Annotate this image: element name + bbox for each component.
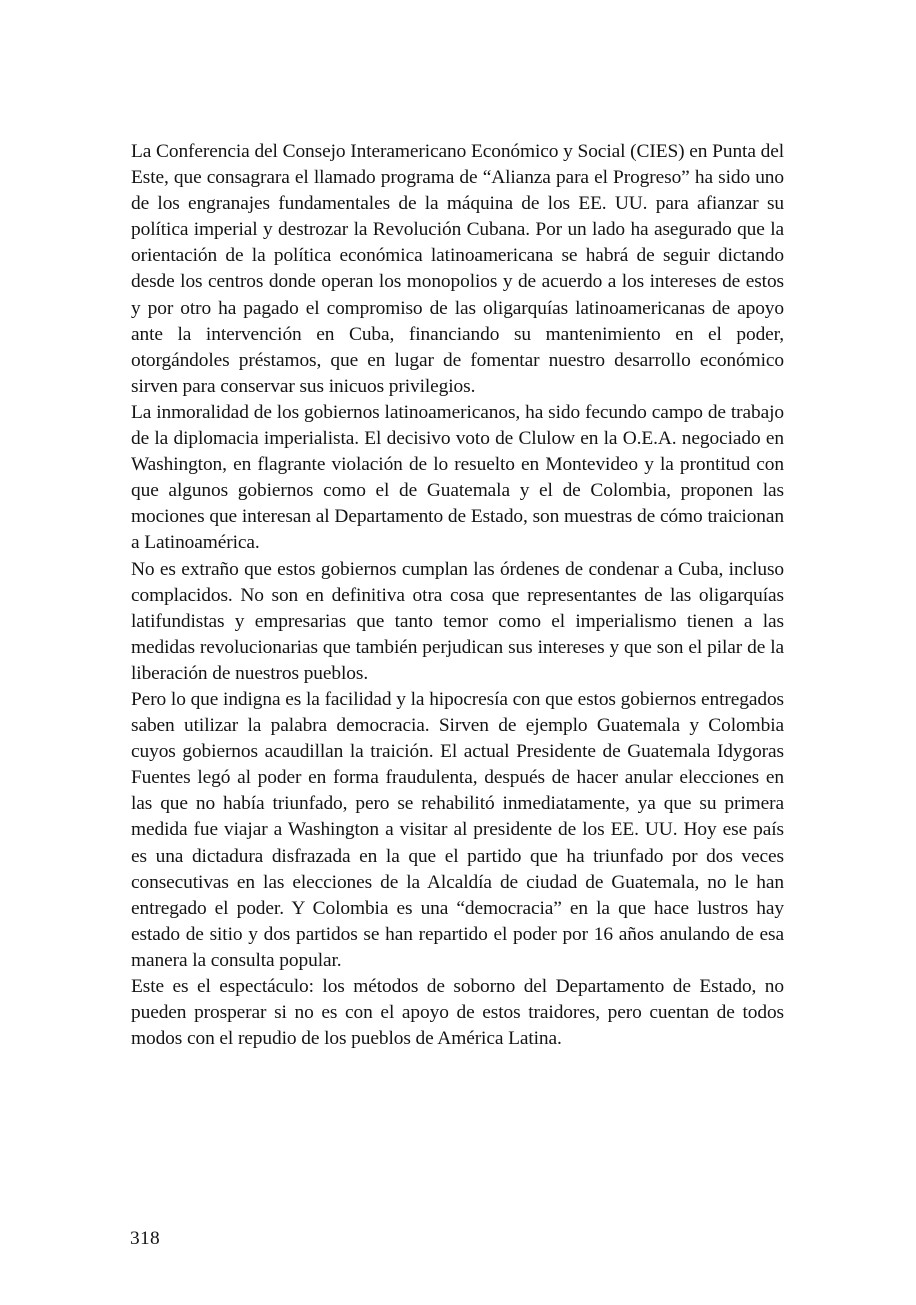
- paragraph-condemn-cuba: No es extraño que estos gobiernos cumplan las órdenes de condenar a Cuba, incluso complacidos. No son en definitiva otra cosa que representantes de las oligarquías latifundistas y empresarias que tanto temor como el imperialismo tienen a las medidas revolucionarias que también perjudican sus intereses y que son el pilar de la liberación de nuestros pueblos.: [131, 558, 784, 684]
- page-number: 318: [130, 1228, 160, 1249]
- paragraph-democracy-hypocrisy: Pero lo que indigna es la facilidad y la hipocresía con que estos gobiernos entregados saben utilizar la palabra democracia. Sirven de ejemplo Guatemala y Colombia cuyos gobiernos acaudillan la traición. El actual Presidente de Guatemala Idygoras Fuentes legó al poder en forma fraudulenta, después de hacer anular elecciones en las que no había triunfado, pero se rehabilitó inmediatamente, ya que su primera medida fue viajar a Washington a visitar al presidente de los EE. UU. Hoy ese país es una dictadura disfrazada en la que el partido que ha triunfado por dos veces consecutivas en las elecciones de la Alcaldía de ciudad de Guatemala, no le han entregado el poder. Y Colombia es una “democracia” en la que hace lustros hay estado de sitio y dos partidos se han repartido el poder por 16 años anulando de esa manera la consulta popular.: [131, 688, 784, 971]
- paragraph-conclusion: Este es el espectáculo: los métodos de soborno del Departamento de Estado, no pueden prosperar si no es con el apoyo de estos traidores, pero cuentan de todos modos con el repudio de los pueblos de América Latina.: [131, 976, 784, 1050]
- paragraph-latin-american-governments: La inmoralidad de los gobiernos latinoamericanos, ha sido fecundo campo de trabajo de la diplomacia imperialista. El decisivo voto de Clulow en la O.E.A. negociado en Washington, en flagrante violación de lo resuelto en Montevideo y la prontitud con que algunos gobiernos como el de Guatemala y el de Colombia, proponen las mociones que interesan al Departamento de Estado, son muestras de cómo traicionan a Latinoamérica.: [131, 401, 784, 554]
- paragraph-cies-conference: La Conferencia del Consejo Interamericano Económico y Social (CIES) en Punta del Este, que consagrara el llamado programa de “Alianza para el Progreso” ha sido uno de los engranajes fundamentales de la máquina de los EE. UU. para afianzar su política imperial y destrozar la Revolución Cubana. Por un lado ha asegurado que la orientación de la política económica latinoamericana se habrá de seguir dictando desde los centros donde operan los monopolios y de acuerdo a los intereses de estos y por otro ha pagado el compromiso de las oligarquías latinoamericanas de apoyo ante la intervención en Cuba, financiando su mantenimiento en el poder, otorgándoles préstamos, que en lugar de fomentar nuestro desarrollo económico sirven para conservar sus inicuos privilegios.: [131, 141, 784, 397]
- body-text: [131, 139, 784, 1052]
